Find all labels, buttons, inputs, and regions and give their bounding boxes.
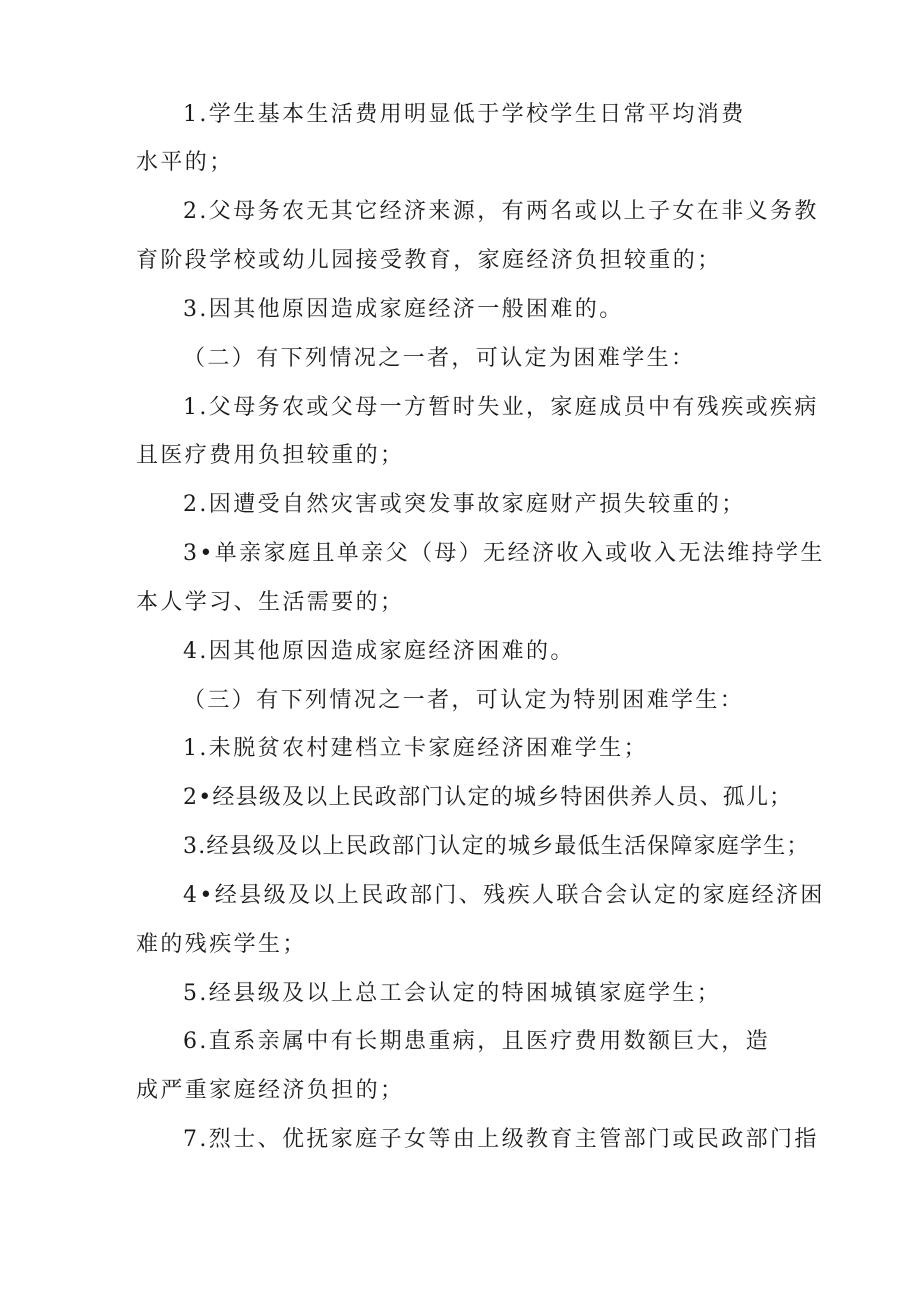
text-line-1: 1.学生基本生活费用明显低于学校学生日常平均消费 <box>183 102 746 127</box>
section-heading-2: （二）有下列情况之一者，可认定为困难学生： <box>183 346 696 371</box>
text-line-7: 1.父母务农或父母一方暂时失业，家庭成员中有残疾或疾病 <box>183 395 819 420</box>
text-line-12: 4.因其他原因造成家庭经济困难的。 <box>183 639 575 664</box>
text-line-22: 7.烈士、优抚家庭子女等由上级教育主管部门或民政部门指 <box>183 1127 819 1152</box>
text-line-3: 2.父母务农无其它经济来源，有两名或以上子女在非义务教 <box>183 199 819 224</box>
section-heading-3: （三）有下列情况之一者，可认定为特别困难学生： <box>183 688 745 713</box>
text-line-10: 3•单亲家庭且单亲父（母）无经济收入或收入无法维持学生 <box>183 541 825 566</box>
text-line-2: 水平的； <box>136 150 234 175</box>
text-line-14: 1.未脱贫农村建档立卡家庭经济困难学生； <box>183 736 648 761</box>
text-line-8: 且医疗费用负担较重的； <box>136 443 405 468</box>
text-line-4: 育阶段学校或幼儿园接受教育，家庭经济负担较重的； <box>136 248 722 273</box>
text-line-15: 2•经县级及以上民政部门认定的城乡特困供养人员、孤儿； <box>183 785 793 810</box>
text-line-16: 3.经县级及以上民政部门认定的城乡最低生活保障家庭学生； <box>183 834 810 859</box>
text-line-21: 成严重家庭经济负担的； <box>136 1078 405 1103</box>
text-line-20: 6.直系亲属中有长期患重病，且医疗费用数额巨大，造 <box>183 1029 770 1054</box>
text-line-19: 5.经县级及以上总工会认定的特困城镇家庭学生； <box>183 981 722 1006</box>
text-line-11: 本人学习、生活需要的； <box>136 590 405 615</box>
text-line-9: 2.因遭受自然灾害或突发事故家庭财产损失较重的； <box>183 492 746 517</box>
text-line-17: 4•经县级及以上民政部门、残疾人联合会认定的家庭经济困 <box>183 883 825 908</box>
text-line-5: 3.因其他原因造成家庭经济一般困难的。 <box>183 297 624 322</box>
text-line-18: 难的残疾学生； <box>136 932 307 957</box>
